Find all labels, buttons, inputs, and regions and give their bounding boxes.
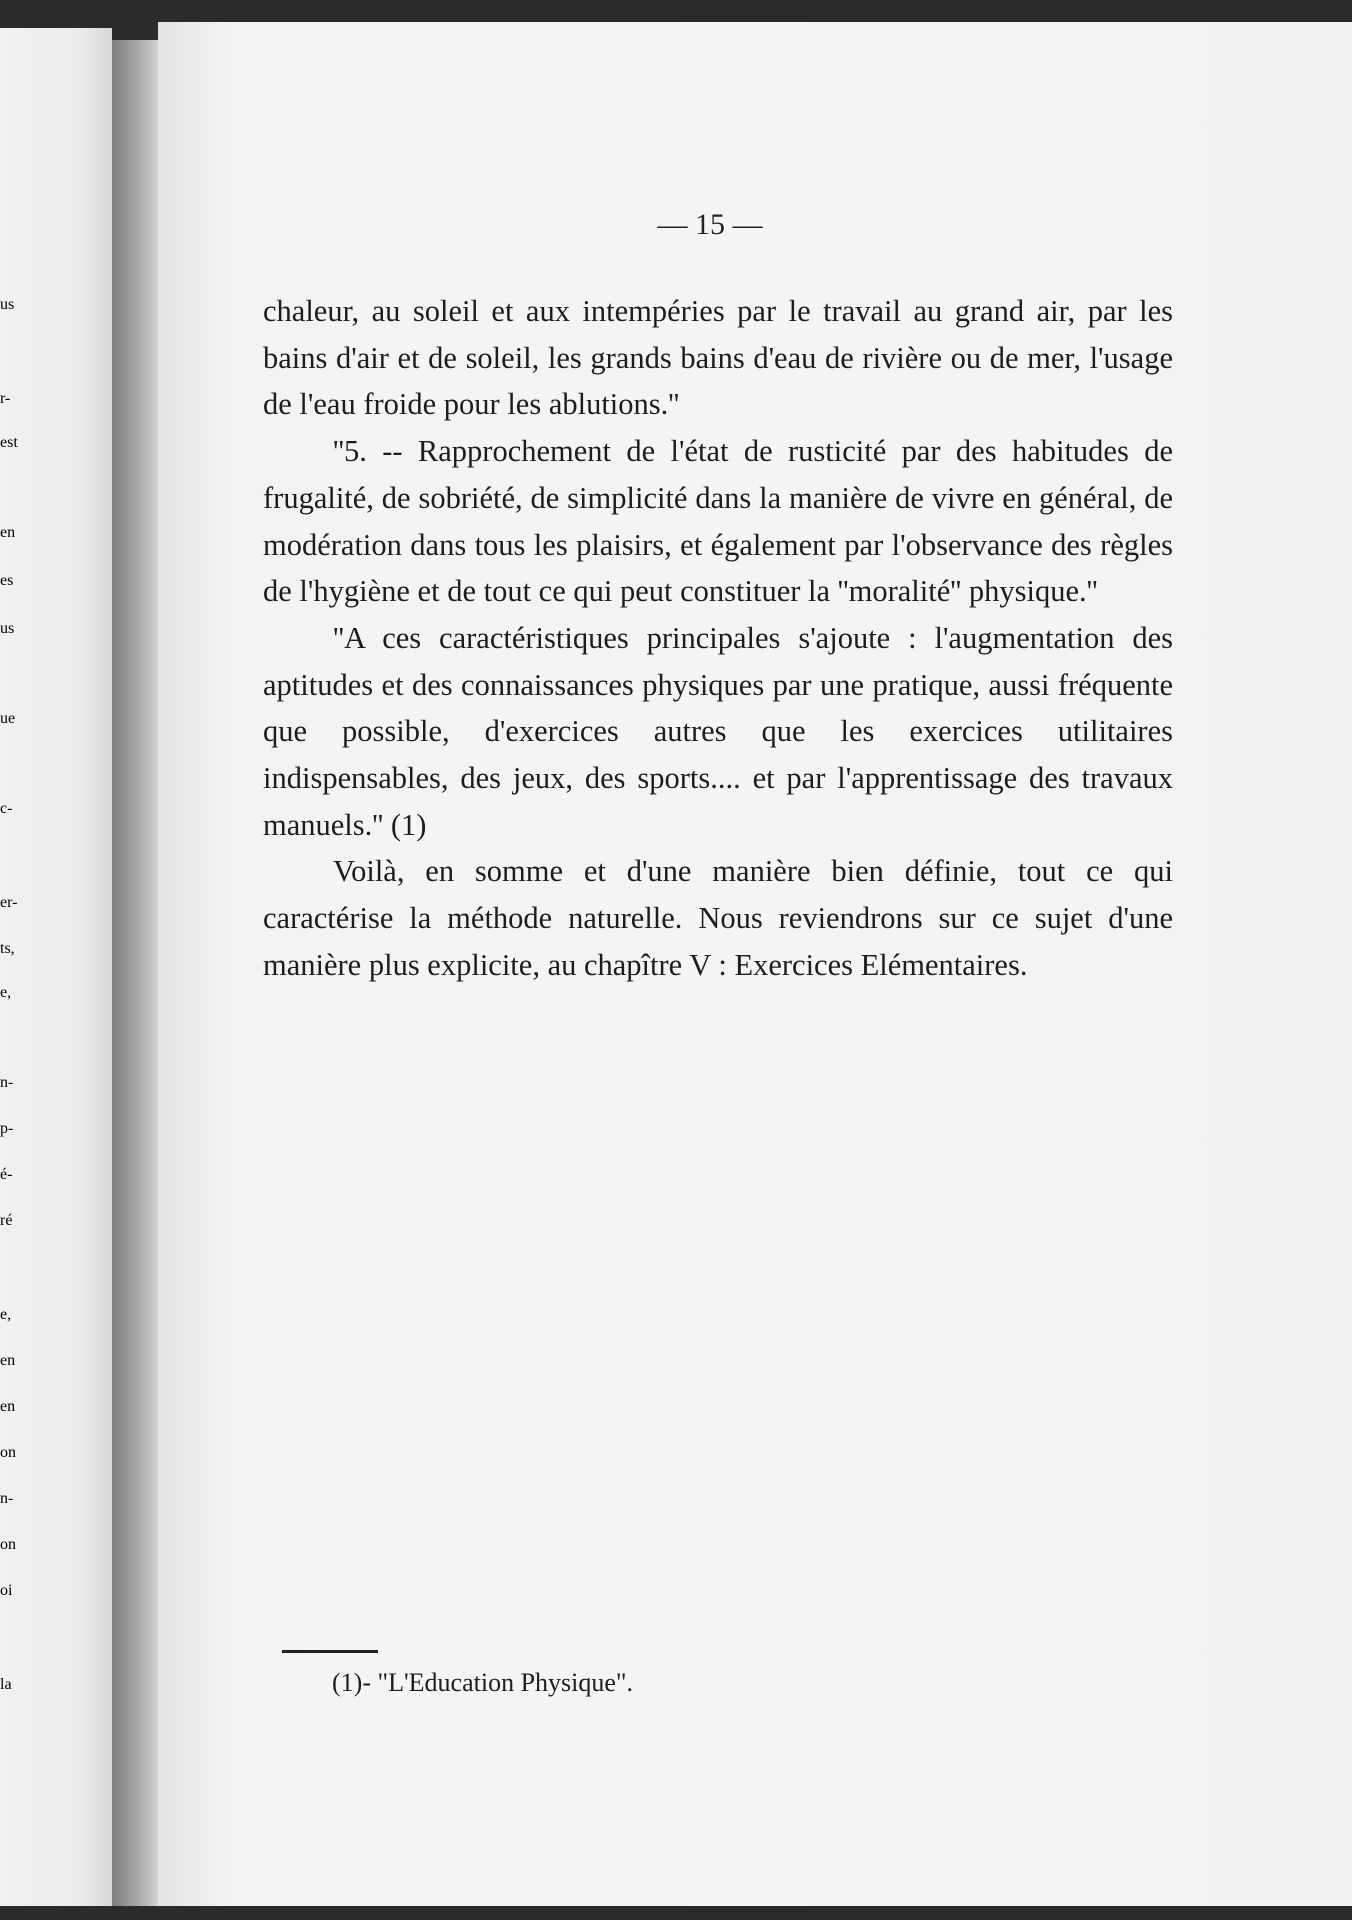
left-fragment: on: [0, 1444, 16, 1461]
left-fragment: oi: [0, 1582, 13, 1599]
footnote: (1)- "L'Education Physique".: [332, 1668, 634, 1697]
paragraph: ''A ces caractéristiques principales s'ajoute : l'augmentation des aptitudes et des connaissances physiques par une pratique, aussi fréquente que possible, d'exercices autres que les exercices utilitaires indispensables, des jeux, des sports.... et par l'apprentissage des travaux manuels.'' (1): [263, 620, 1173, 842]
left-fragment: n-: [0, 1074, 14, 1091]
page-number: — 15 —: [657, 208, 763, 241]
left-fragment: en: [0, 1398, 16, 1415]
left-fragment: c-: [0, 800, 13, 817]
body-text: [263, 288, 1173, 989]
left-fragment: us: [0, 296, 15, 313]
left-fragment: on: [0, 1536, 16, 1553]
left-fragment: e,: [0, 984, 12, 1001]
footnote-rule: [282, 1650, 378, 1653]
left-fragment: ue: [0, 710, 16, 727]
left-fragment: r-: [0, 390, 11, 407]
paragraph: ''5. -- Rapprochement de l'état de rusticité par des habitudes de frugalité, de sobriété, de simplicité dans la manière de vivre en général, de modération dans tous les plaisirs, et également par l'observance des règles de l'hygiène et de tout ce qui peut constituer la ''moralité'' physique.'': [263, 434, 1173, 609]
left-fragment: er-: [0, 894, 18, 911]
left-fragment: us: [0, 620, 15, 637]
left-fragment: n-: [0, 1490, 14, 1507]
left-fragment: p-: [0, 1120, 14, 1137]
paragraph: Voilà, en somme et d'une manière bien définie, tout ce qui caractérise la méthode naturelle. Nous reviendrons sur ce sujet d'une manière plus explicite, au chapître V : Exercices Elémentaires.: [263, 854, 1173, 982]
left-fragment: é-: [0, 1166, 13, 1183]
left-fragment: est: [0, 434, 18, 451]
left-fragment: e,: [0, 1306, 12, 1323]
left-fragment: en: [0, 1352, 16, 1369]
left-fragment: es: [0, 572, 14, 589]
left-fragment: ré: [0, 1212, 13, 1229]
left-fragment: ts,: [0, 940, 15, 957]
left-fragment: en: [0, 524, 16, 541]
left-fragment: la: [0, 1676, 12, 1693]
book-gutter: [112, 40, 158, 1906]
paragraph: chaleur, au soleil et aux intempéries par le travail au grand air, par les bains d'air et de soleil, les grands bains d'eau de rivière ou de mer, l'usage de l'eau froide pour les ablutions.'': [263, 294, 1173, 422]
